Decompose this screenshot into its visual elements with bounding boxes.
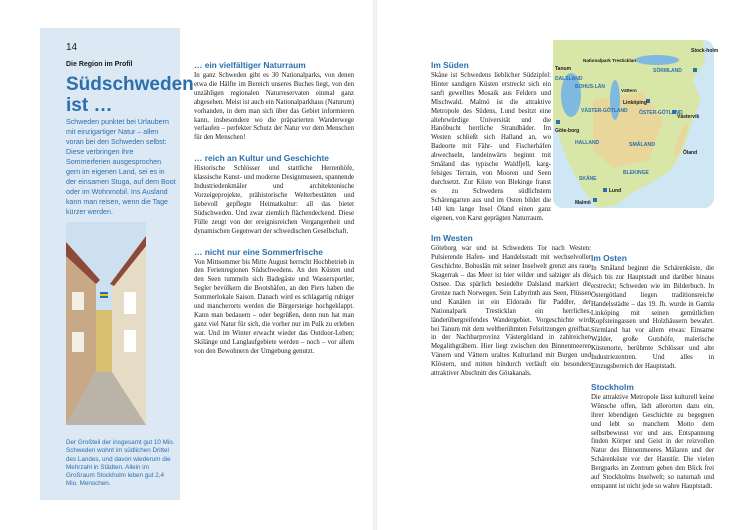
map-lake-vattern xyxy=(610,80,620,120)
photo-caption: Der Großteil der insgesamt gut 10 Mio. Schweden wohnt im südlichen Drittel des Landes, und davon wiederum die Mehrzahl in Städten. Allein im Großraum Stockholm leben gut 2,4 Mio. Menschen. xyxy=(66,439,175,488)
book-gutter xyxy=(373,0,377,530)
map-label-vastergotland: VÄSTER-GÖTLAND xyxy=(581,108,628,114)
heading-kultur: … reich an Kultur und Geschichte xyxy=(194,153,329,164)
map-label-lund: Lund xyxy=(609,188,622,194)
region-map xyxy=(553,40,719,208)
photo-window xyxy=(124,330,136,352)
map-label-malmo: Malmö xyxy=(575,200,591,206)
map-label-vattern: Vättern xyxy=(621,88,637,93)
section-kicker: Die Region im Profil xyxy=(66,61,133,68)
map-label-ostergotland: ÖSTER-GÖTLAND xyxy=(639,110,683,116)
map-label-oland: Öland xyxy=(683,150,698,156)
intro-text: Schweden punktet bei Urlaubern mit einzigartiger Natur – allen voran bei den Schweden selbst: Diese verbringen ihre Sommerferien ausgesprochen gern im eigenen Land, sei es in der einsamen Stuga, auf dem Boot oder im Wohnmobil. Ins Ausland kann man reisen, wenn die Tage kürzer werden. xyxy=(66,118,176,216)
map-label-blekinge: BLEKINGE xyxy=(623,170,649,176)
map-label-linkoping: Linköping xyxy=(623,100,647,106)
paragraph-sueden: Skåne ist Schwedens lieblicher Südzipfel: Hinter sandigen Küsten erstreckt sich ein sanft gewelltes Mosaik aus Feldern und Mischwald. Malmö ist die attraktive Metropole des Südens, Lund besitzt eine altehrwürdige Universität und die Hanöbucht herrliche Strandbäder. Im Westen schließt sich Halland an, wo Badeorte mit Fähr- und Fischerhäfen abwechseln, landeinwärts beginnt mit Småland das typische Waldfjell, karg-felsiges Terrain, von Mooren und Seen durchsetzt. Zur Küste von Blekinge franst es zu Schwedens südlichstem Schärengarten aus und im Osten bildet die 140 km lange Insel Öland einen ganz eigenen, von Karst geprägten Naturraum. xyxy=(431,72,551,222)
heading-stockholm: Stockholm xyxy=(591,381,634,392)
heading-osten: Im Osten xyxy=(591,253,627,263)
heading-sommer: … nicht nur eine Sommerfrische xyxy=(194,246,323,257)
paragraph-naturraum: In ganz Schweden gibt es 30 Nationalparks, von denen etwa die Hälfte im Bereich unseres Buches liegt, von den unzähligen regionalen Naturreservaten einmal ganz abgesehen. Meist ist auch ein Nationalparkhaus (Naturum) vorhanden, in dem man sich über das Gebiet informieren kann, insbesondere wo die präparierten Wanderwege verlaufen – perfekter Schutz der Natur vor dem Menschen für den Menschen! xyxy=(194,72,354,142)
text-column-left xyxy=(194,60,354,366)
map-label-tanum: Tanum xyxy=(555,66,572,72)
map-label-skane: SKÅNE xyxy=(579,176,597,182)
map-lake-malaren xyxy=(635,55,679,65)
paragraph-stockholm: Die attraktive Metropole lässt kulturell keine Wünsche offen, lädt allerorten dazu ein, ihrer lebendigen Geschichte zu begegnen und lebt so manchem Motto dem selbstbewusst vor und aus. Entspannung finden Körper und Geist in der reizvollen Natur des Binnenmeeres Mälaren und der Schärenküste vor der Haustür. Die vielen Bergparks im Zentrum geben den Blick frei auf Stockholms Inselwelt; so naturnah und entspannt ist nicht jede so wahre Hauptstadt. xyxy=(591,393,714,490)
map-label-vastervik: Västervik xyxy=(677,114,700,120)
map-label-stockholm: Stock-holm xyxy=(691,48,719,54)
heading-naturraum: … ein vielfältiger Naturraum xyxy=(194,60,306,70)
street-photo xyxy=(66,222,146,425)
photo-window xyxy=(72,332,84,352)
photo-window xyxy=(124,292,136,314)
photo-window xyxy=(72,292,84,310)
paragraph-osten: In Småland beginnt die Schärenküste, die sich bis zur Hauptstadt und darüber hinaus erstreckt; Schweden wie im Bilderbuch. In Östergötland liegen traditionsreiche Handelsstädte – das 19. Jh. wurde in Gamla Linköping mit seinen gemütlichen Kopfsteingassen und Holzhäusern bewahrt. Sörmland hat vor allem etwas: Einsame Wälder, große Gutshöfe, malerische Küstenorte, berühmte Schlösser und alte Industriezentren. Und alles in Einzugsbereich der Hauptstadt. xyxy=(591,265,714,370)
map-label-tresticklan: Nationalpark Tresticklan xyxy=(583,58,637,63)
heading-sueden: Im Süden xyxy=(431,60,469,70)
paragraph-westen: Göteborg war und ist Schwedens Tor nach Westen: Pulsierende Hafen- und Handelsstadt mit wechselvoller Geschichte. Bohuslän mit seiner Inselwelt grenzt ans raue Skagerrak – das Meer ist hier wilder und salziger als die Ostsee. Das spärlich besiedelte Dalsland markiert die Grenze nach Norwegen. Sein Labyrinth aus Seen, Flüssen und Kanälen ist ein Eldorado für Paddler, der Nationalpark Tresticklan ein herrliches, länderübergreifendes Wandergebiet. Vorgeschichte wird bei Tanum mit dem weltberühmten Felsritzungen greifbar, in der Nachbarprovinz Västergötland in zahlreichen Megalithgräbern. Hier liegt zwischen den Binnenmeeren Vänern und Vättern uraltes Kulturland mit Burgen und Klöstern, und mitten hindurch verläuft ein besonders attraktiver Abschnitt des Götakanals. xyxy=(431,245,591,378)
paragraph-sommer: Von Mittsommer bis Mitte August herrscht Hochbetrieb in den Ferienregionen Südschwedens. An den Küsten und den Seen tummeln sich Badegäste und Wassersportler, Segler bevölkern die Bootshäfen, an den Piers haben die Sommerlokale Saison. Danach wird es schlagartig ruhiger und mancherorts werden die Bürgersteige hochgeklappt. Kann man bedauern – oder begrüßen, denn nun hat man ganz viel Natur für sich, die vorher nur im Pulk zu erleben war. Und im Winter erwacht wieder das Outdoor-Leben; Skilänge und Langlaufgebiete werden – noch – vor allem von den Bewohnern der Umgebung genutzt. xyxy=(194,258,354,355)
page-number: 14 xyxy=(66,42,78,53)
map-marker-lund xyxy=(603,188,607,192)
text-column-right xyxy=(591,253,714,502)
map-marker-malmo xyxy=(593,198,597,202)
map-marker-goteborg xyxy=(556,120,560,124)
paragraph-kultur: Historische Schlösser und stattliche Herrenhöfe, klassische Kunst- und moderne Designmuseen, spannende Industriedenkmäler und architektonische Vorzeigeprojekte, prähistorische Welterbestätten und liebevoll gepflegte Heimatkultur: all das bietet Südschweden. Und zwar ziemlich flächendeckend. Diese Fülle zeugt von der ereignisreichen Vergangenheit und dynamischen Gegenwart der schwedischen Gesellschaft. xyxy=(194,165,354,235)
heading-westen: Im Westen xyxy=(431,233,473,244)
map-label-bohuslan: BOHUS-LÄN xyxy=(575,84,605,90)
map-label-sormland: SÖRMLAND xyxy=(653,68,682,74)
map-label-smaland: SMÅLAND xyxy=(629,142,655,148)
page-title: Südschweden ist … xyxy=(66,74,194,116)
map-marker-stockholm xyxy=(693,68,697,72)
text-column-middle xyxy=(431,60,591,389)
map-label-goteborg: Göte-borg xyxy=(555,128,580,134)
photo-flag-cross xyxy=(100,294,108,296)
photo-yellow-house xyxy=(96,310,112,372)
westen-block xyxy=(431,233,591,379)
map-label-halland: HALLAND xyxy=(575,140,600,146)
map-label-dalsland: DALSLAND xyxy=(555,76,583,82)
